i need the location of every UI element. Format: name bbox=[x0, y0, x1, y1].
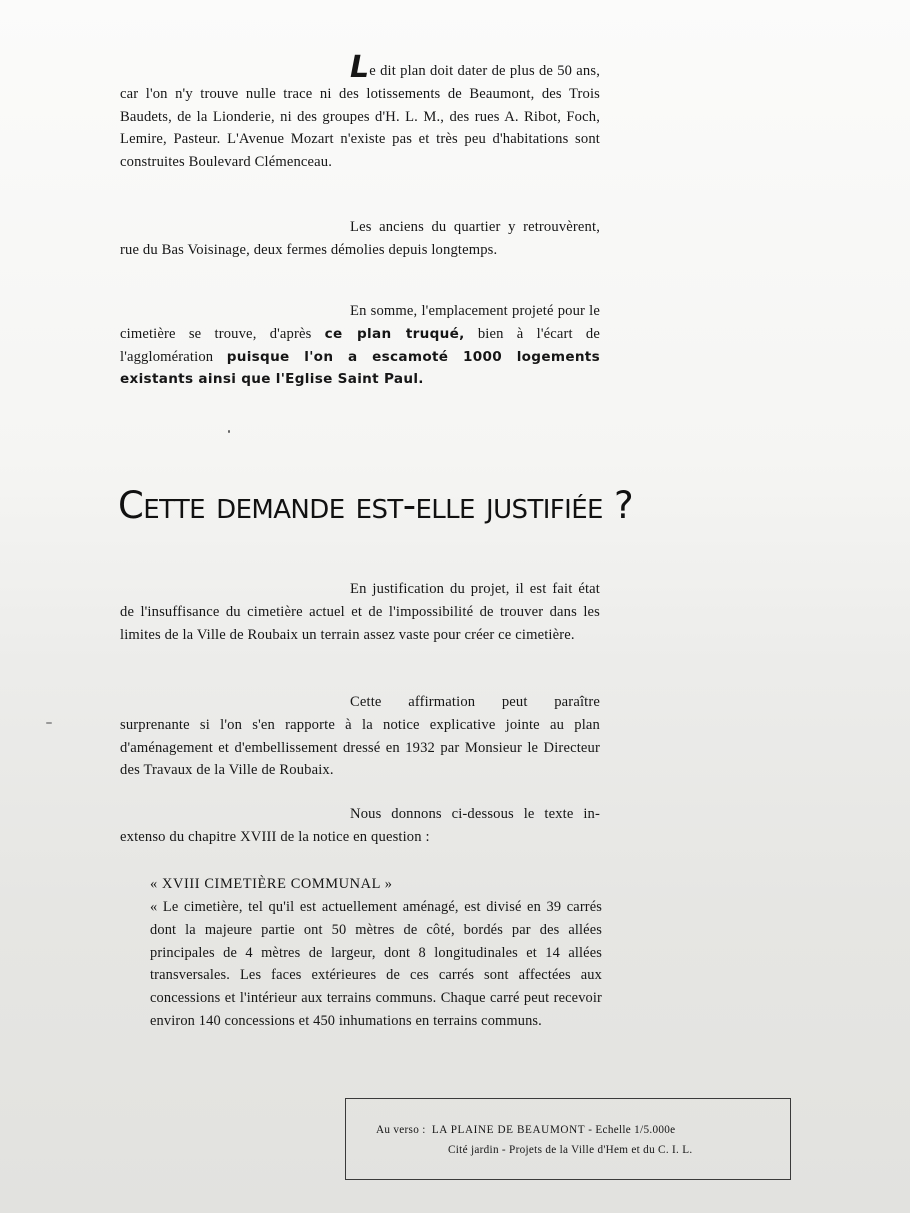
paragraph-anciens bbox=[120, 216, 600, 262]
paragraph-justification bbox=[120, 578, 600, 646]
print-speck bbox=[46, 722, 52, 724]
emphasis-escamote: puisque l'on a escamoté 1000 logements existants ainsi que l'Eglise Saint Paul. bbox=[120, 348, 601, 388]
paragraph-text: bien à l'écart de l'agglomération bbox=[120, 325, 600, 365]
quote-body: « Le cimetière, tel qu'il est actuellement aménagé, est divisé en 39 carrés dont la majeure partie ont 50 mètres de côté, bordés par des allées principales de 4 mètres de largeur, dont 8 longitudinales et 14 allées transversales. Les faces extérieures de ces carrés sont affectées aux concessions et l'intérieur aux terrains communs. Chaque carré peut recevoir environ 140 concessions et 450 inhumations en terrains communs. bbox=[150, 899, 602, 1029]
paragraph-text: Les anciens du quartier y retrouvèrent, rue du Bas Voisinage, deux fermes démolies depuis longtemps. bbox=[120, 219, 600, 258]
quote-chapter-title: « XVIII CIMETIÈRE COMMUNAL » bbox=[150, 876, 393, 892]
emphasis-plan-truque: ce plan truqué, bbox=[324, 325, 465, 342]
drop-cap: L bbox=[350, 50, 370, 85]
paragraph-text: Cette affirmation peut paraître surprenante si l'on s'en rapporte à la notice explicative jointe au plan d'aménagement et d'embellissement dressé en 1932 par Monsieur le Directeur des Travaux de la Ville de Roubaix. bbox=[120, 694, 600, 779]
caption-line-2: Cité jardin - Projets de la Ville d'Hem et du C. I. L. bbox=[448, 1144, 693, 1156]
caption-title: LA PLAINE DE BEAUMONT bbox=[431, 1124, 586, 1136]
caption-prefix: Au verso : bbox=[376, 1124, 426, 1136]
paragraph-text: e dit plan doit dater de plus de 50 ans, car l'on n'y trouve nulle trace ni des lotissements de Beaumont, des Trois Baudets, de la Lionderie, ni des groupes d'H. L. M., des rues A. Ribot, Foch, Lemire, Pasteur. L'Avenue Mozart n'existe pas et très peu d'habitations sont construites Boulevard Clémenceau. bbox=[120, 63, 600, 171]
map-caption-box bbox=[345, 1098, 791, 1180]
paragraph-affirmation bbox=[120, 691, 600, 782]
caption-line-1 bbox=[376, 1123, 675, 1137]
caption-scale: - Echelle 1/5.000e bbox=[588, 1124, 676, 1136]
paragraph-text: En somme, l'emplacement projeté pour le cimetière se trouve, d'après bbox=[120, 303, 600, 342]
print-speck bbox=[228, 430, 230, 433]
paragraph-en-somme bbox=[120, 300, 600, 391]
paragraph-text: Nous donnons ci-dessous le texte in-extenso du chapitre XVIII de la notice en question : bbox=[120, 806, 600, 845]
paragraph-nous-donnons bbox=[120, 803, 600, 849]
paragraph-text: En justification du projet, il est fait état de l'insuffisance du cimetière actuel et de l'impossibilité de trouver dans les limites de la Ville de Roubaix un terrain assez vaste pour créer ce cimetière. bbox=[120, 581, 600, 643]
paragraph-plan-date bbox=[120, 50, 600, 174]
section-headline: Cette demande est-elle justifiée ? bbox=[118, 484, 634, 527]
